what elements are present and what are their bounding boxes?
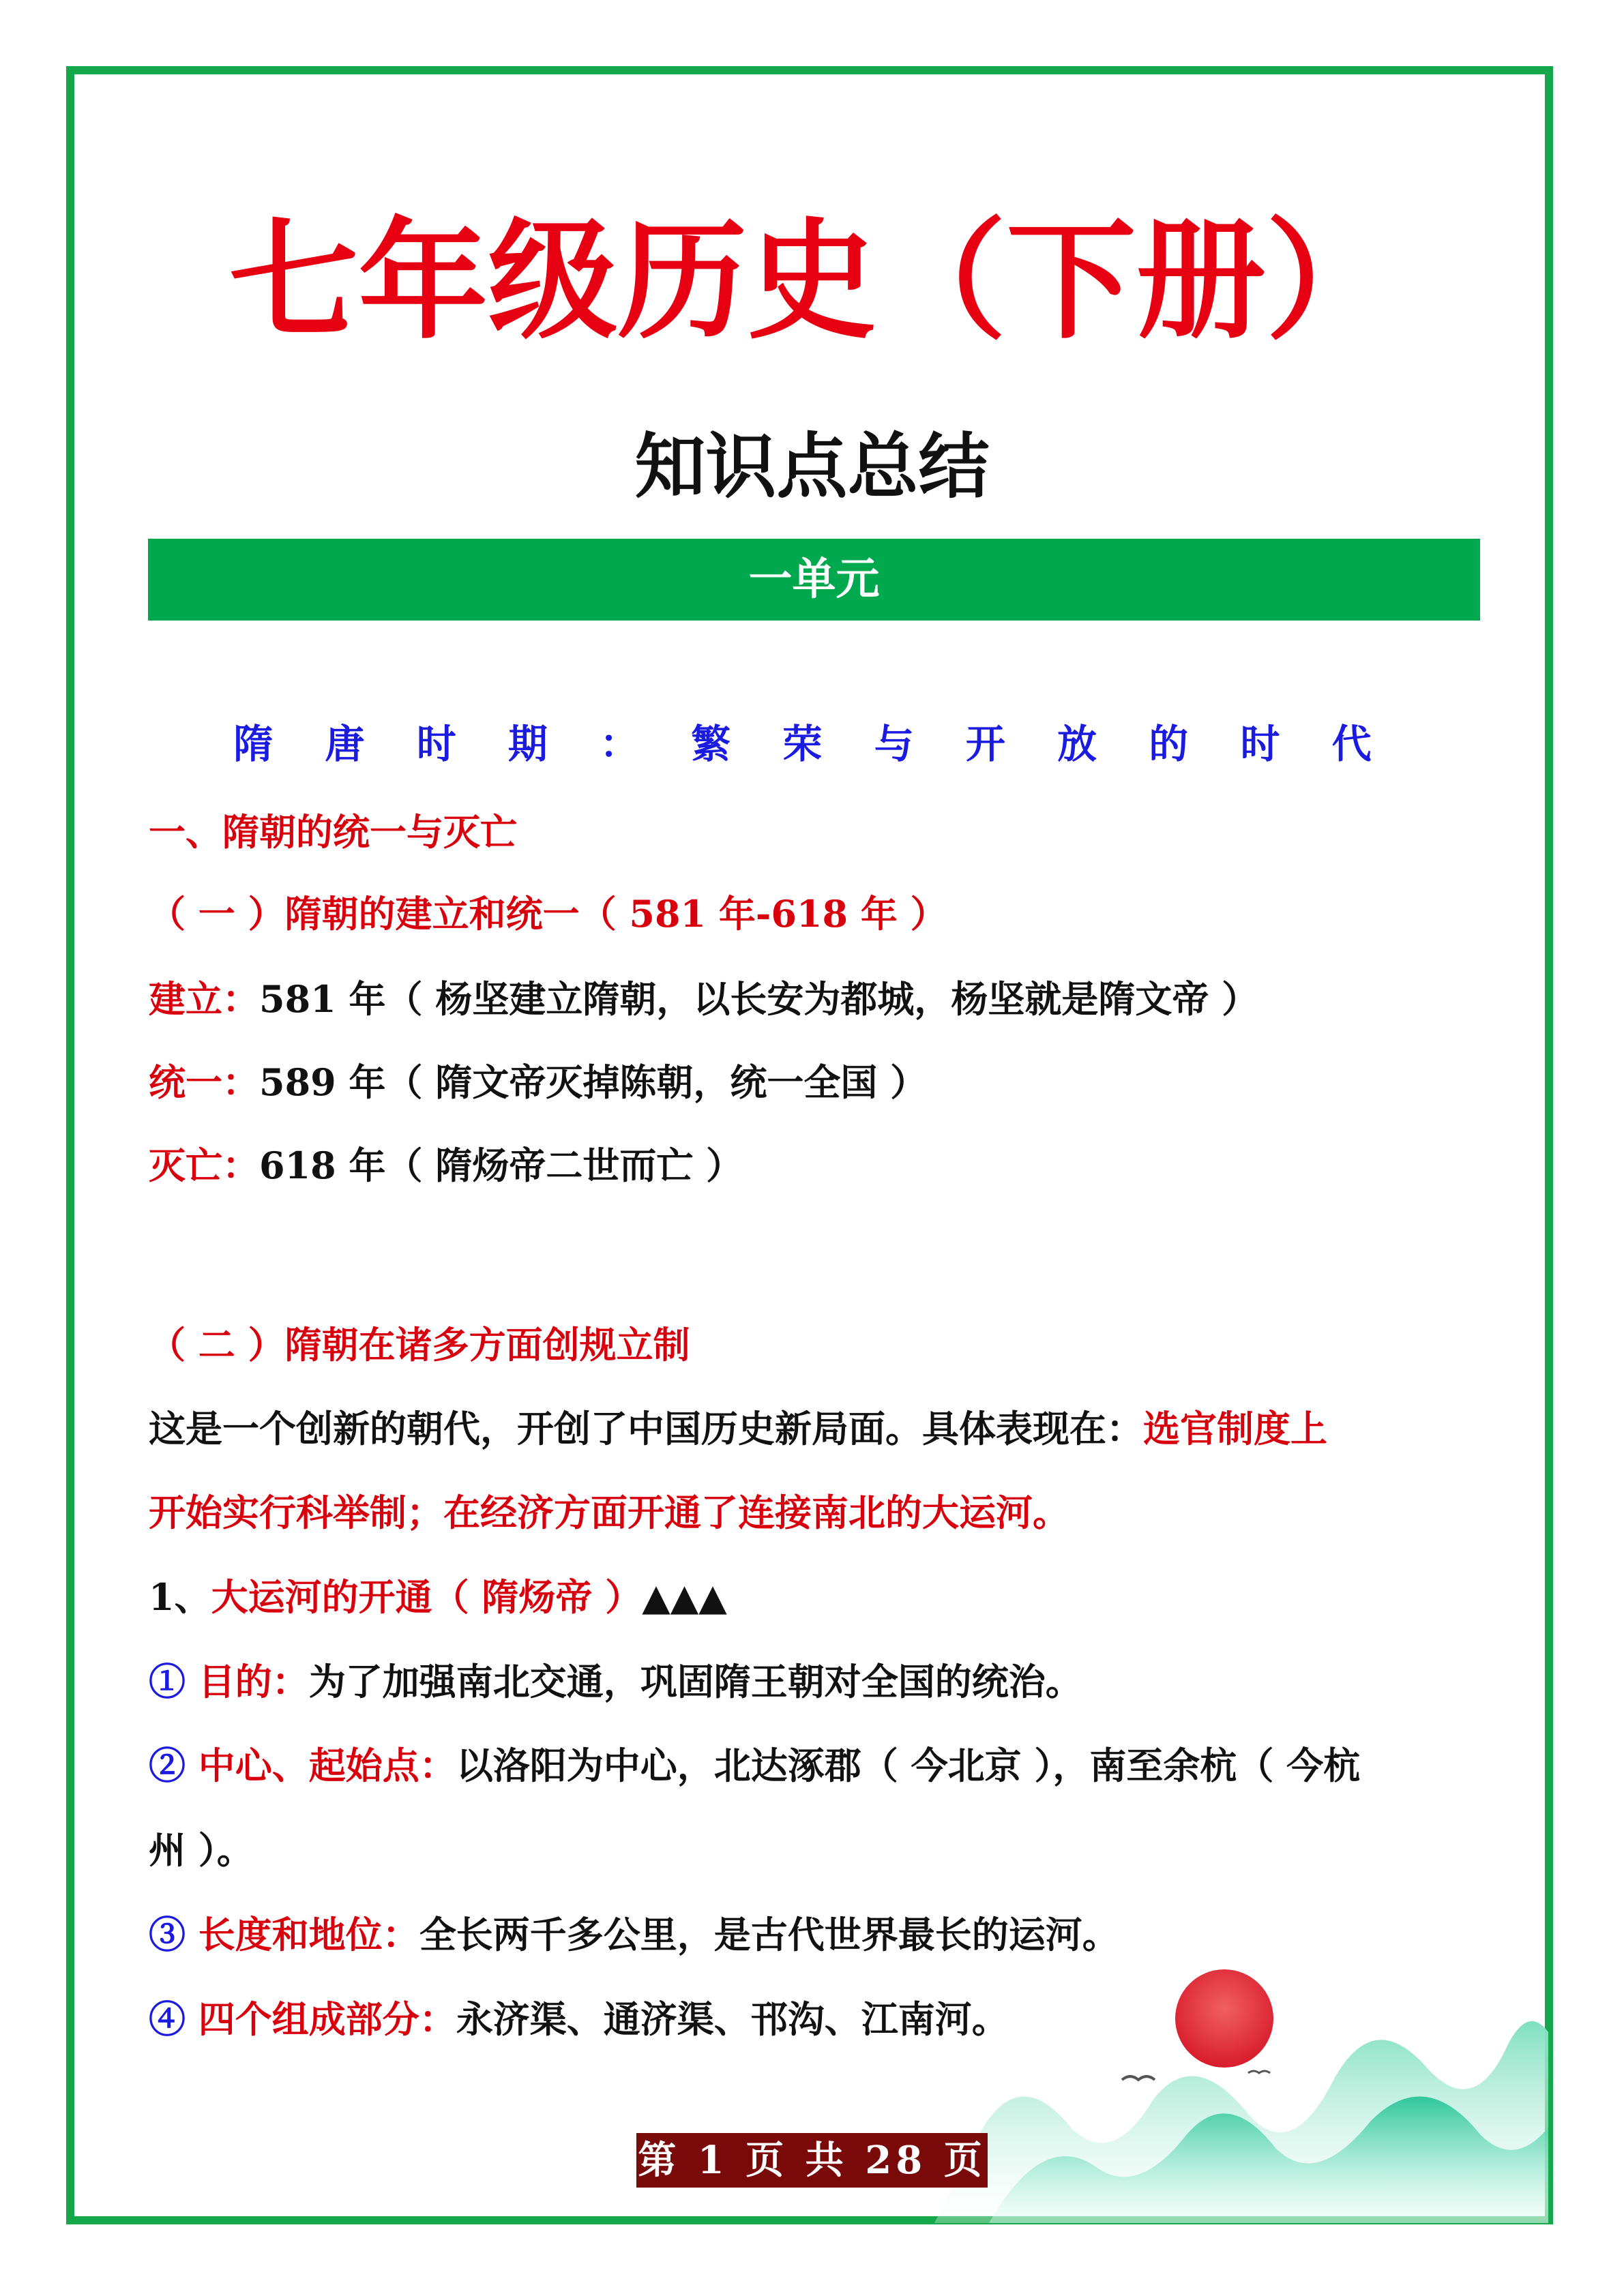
canal-number: 1、 <box>149 1575 211 1619</box>
bird-icon <box>1122 2076 1155 2080</box>
item-text: 581 年（ 杨坚建立隋朝，以长安为都城，杨坚就是隋文帝 ） <box>259 977 1259 1021</box>
canal-title: 大运河的开通（ 隋炀帝 ） <box>211 1575 643 1619</box>
point-number: ④ <box>149 1997 186 2041</box>
point-number: ② <box>149 1744 186 1787</box>
point-length <box>149 1913 1486 1956</box>
intro-paragraph-line-2: 开始实行科举制；在经济方面开通了连接南北的大运河。 <box>149 1491 1069 1534</box>
item-text: 618 年（ 隋炀帝二世而亡 ） <box>259 1144 743 1187</box>
intro-paragraph-line-1 <box>149 1407 1486 1450</box>
point-label: 长度和地位： <box>186 1913 419 1956</box>
document-title: 七年级历史（下册） <box>228 206 1396 357</box>
point-number: ① <box>149 1660 186 1703</box>
point-text: 全长两千多公里，是古代世界最长的运河。 <box>419 1913 1119 1956</box>
point-label: 中心、起始点： <box>186 1744 456 1787</box>
point-center-continued: 州 ）。 <box>149 1828 254 1872</box>
mountain-sun-illustration <box>934 1964 1548 2223</box>
canal-heading <box>149 1575 1486 1619</box>
item-label: 建立： <box>149 977 259 1021</box>
point-center <box>149 1744 1486 1787</box>
item-fall <box>149 1144 1486 1187</box>
point-text: 以洛阳为中心，北达涿郡（ 今北京 ），南至余杭（ 今杭 <box>456 1744 1361 1787</box>
sun-icon <box>1175 1969 1273 2068</box>
subsection-heading-1: （ 一 ）隋朝的建立和统一（ 581 年-618 年 ） <box>149 892 947 936</box>
subsection-heading-2: （ 二 ）隋朝在诸多方面创规立制 <box>149 1323 690 1367</box>
intro-text: 这是一个创新的朝代，开创了中国历史新局面。具体表现在： <box>149 1407 1143 1450</box>
bird-icon <box>1248 2071 1270 2073</box>
item-label: 灭亡： <box>149 1144 259 1187</box>
point-label: 四个组成部分： <box>186 1997 456 2041</box>
page-number-footer: 第 1 页 共 28 页 <box>636 2133 988 2188</box>
item-unification <box>149 1060 1486 1104</box>
unit-banner: 一单元 <box>148 539 1480 621</box>
point-number: ③ <box>149 1913 186 1956</box>
point-text: 永济渠、通济渠、邗沟、江南河。 <box>456 1997 1009 2041</box>
item-label: 统一： <box>149 1060 259 1104</box>
point-label: 目的： <box>186 1660 309 1703</box>
period-title: 隋 唐 时 期 ： 繁 荣 与 开 放 的 时 代 <box>233 721 1391 767</box>
intro-highlight: 选官制度上 <box>1143 1407 1327 1450</box>
section-heading: 一、隋朝的统一与灭亡 <box>149 810 517 854</box>
item-text: 589 年（ 隋文帝灭掉陈朝，统一全国 ） <box>259 1060 928 1104</box>
item-founding <box>149 977 1486 1021</box>
document-subtitle: 知识点总结 <box>634 425 990 508</box>
importance-marks: ▲▲▲ <box>642 1575 727 1619</box>
point-purpose <box>149 1660 1486 1703</box>
point-text: 为了加强南北交通，巩固隋王朝对全国的统治。 <box>308 1660 1082 1703</box>
